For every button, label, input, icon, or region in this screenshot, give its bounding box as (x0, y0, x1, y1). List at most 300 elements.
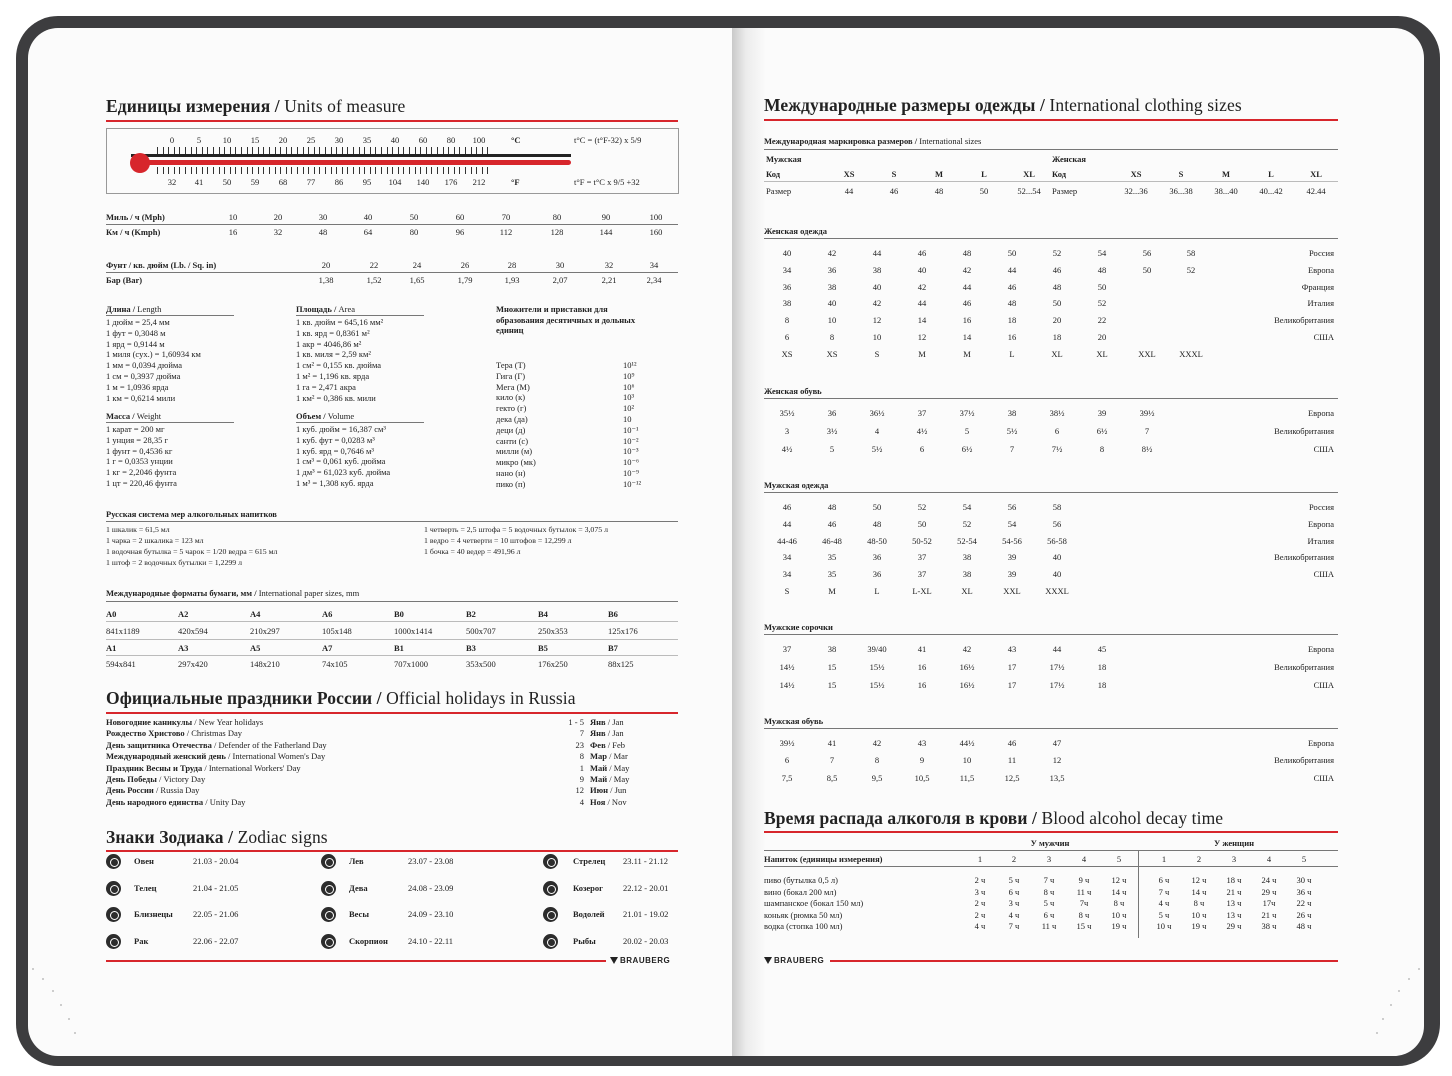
size-value: 15 (827, 661, 837, 672)
size-value: XXXL (1179, 348, 1203, 359)
fahrenheit-tick-label: 95 (362, 177, 372, 187)
paper-format-size: 148x210 (250, 659, 280, 669)
thermometer-tick (280, 167, 281, 174)
thermometer-tick (331, 167, 332, 174)
thermometer-tick (297, 167, 298, 174)
thermometer-mercury (131, 160, 571, 165)
size-value: 11,5 (959, 772, 975, 783)
thermometer-tick (319, 167, 320, 174)
size-value: 14½ (779, 661, 795, 672)
decay-time-women: 21 ч (1226, 886, 1242, 897)
thermometer-tick (448, 147, 449, 154)
size-value: L-XL (912, 586, 932, 596)
thermometer-tick (392, 147, 393, 154)
holiday-month (590, 751, 628, 761)
clothing-section-rule (764, 398, 1338, 399)
size-value: 11 (1007, 755, 1017, 766)
thermometer-tick (230, 167, 231, 174)
paper-format-name: A7 (322, 643, 333, 653)
bar-value: 1,79 (457, 275, 473, 285)
size-value: 9 (919, 755, 925, 766)
psi-value: 26 (460, 260, 470, 270)
thermometer-tick (375, 167, 376, 174)
size-value: 34 (782, 552, 792, 563)
size-value: 17 (1007, 679, 1017, 690)
size-value: XXL (1138, 348, 1156, 359)
alcohol-measures-rule (106, 521, 678, 522)
area-list (296, 317, 383, 403)
zodiac-icon (321, 881, 336, 896)
zodiac-sign-dates: 21.03 - 20.04 (193, 856, 239, 866)
drink-name: пиво (бутылка 0,5 л) (764, 875, 838, 885)
clothing-section-rule (764, 728, 1338, 729)
size-value: 8 (784, 315, 790, 326)
celsius-tick-label: 30 (334, 135, 344, 145)
thermometer-tick (174, 167, 175, 174)
size-value: 46 (1007, 281, 1017, 292)
women-size: 40...42 (1259, 186, 1283, 196)
country-label: Европа (1307, 264, 1334, 275)
prefix-name: Гига (Г) (496, 370, 526, 381)
size-value: 16 (917, 661, 927, 672)
thermometer-tick (269, 147, 270, 154)
thermometer-tick (465, 167, 466, 174)
paper-format-name: A6 (322, 609, 333, 619)
left-page (28, 28, 732, 1056)
size-value: 7½ (1051, 443, 1063, 454)
decay-time-women: 17ч (1262, 898, 1276, 909)
holiday-month (590, 797, 627, 807)
thermometer-tick (308, 167, 309, 174)
men-size: 44 (844, 186, 854, 196)
size-value: 54-56 (1002, 535, 1022, 546)
size-value: 7,5 (781, 772, 793, 783)
drink-name: шампанское (бокал 150 мл) (764, 898, 864, 909)
size-value: 39½ (779, 738, 795, 748)
kmph-value: 16 (228, 227, 238, 237)
unit-line: 1 шкалик = 61,5 мл (106, 525, 170, 534)
holiday-day: 23 (575, 739, 584, 750)
size-value: 56 (1052, 518, 1062, 529)
women-size: 32...36 (1124, 186, 1148, 196)
country-label: Россия (1309, 248, 1334, 258)
celsius-tick-label: 0 (169, 135, 175, 145)
size-value: 36 (782, 281, 792, 292)
thermometer-tick (347, 167, 348, 174)
thermometer-tick (252, 167, 253, 174)
size-value: 44 (872, 248, 882, 258)
stitch-dot (32, 968, 34, 970)
thermometer-tick (487, 147, 488, 154)
clothing-section-title: Мужские сорочки (764, 622, 833, 632)
thermometer-tick (331, 147, 332, 154)
country-label: Великобритания (1274, 425, 1334, 436)
decay-time-women: 8 ч (1193, 898, 1205, 909)
mass-rule (106, 422, 234, 423)
thermometer-tick (213, 147, 214, 154)
thermometer-tick (157, 147, 158, 154)
thermometer-tick (353, 167, 354, 174)
country-label: Великобритания (1274, 755, 1334, 766)
decay-time-women: 22 ч (1296, 898, 1312, 909)
brand-logo-left: BRAUBERG (610, 956, 670, 965)
kmph-value: 144 (599, 227, 613, 237)
stitch-dot (1382, 1018, 1384, 1020)
paper-format-name: A4 (250, 609, 261, 619)
size-value: 48 (962, 248, 972, 258)
bar-value: 2,07 (552, 275, 568, 285)
holiday-month (590, 717, 624, 727)
thermometer-tick (291, 167, 292, 174)
size-value: 43 (1007, 644, 1017, 654)
thermometer-tick (459, 167, 460, 174)
decay-time-women: 48 ч (1296, 921, 1312, 932)
length-rule (106, 315, 234, 316)
size-value: L (874, 586, 880, 596)
fahrenheit-tick-label: 41 (194, 177, 204, 187)
thermometer-tick (476, 167, 477, 174)
size-value: 36 (827, 264, 837, 275)
holiday-name (106, 797, 245, 807)
holiday-month-en: / Mar (607, 751, 628, 762)
clothing-section-title: Женская одежда (764, 226, 827, 236)
thermometer-tick (459, 147, 460, 154)
prefix-value: 10 (623, 414, 632, 424)
holiday-name-ru: Новогодние каникулы (106, 717, 193, 727)
holiday-name-ru: День народного единства (106, 796, 204, 807)
thermometer-tick (409, 167, 410, 174)
men-code: S (891, 169, 897, 179)
men-label: Мужская (766, 154, 802, 164)
stitch-dot (1418, 968, 1420, 970)
decay-column-header: 1 (1161, 854, 1167, 864)
prefix-name: нано (н) (496, 468, 526, 478)
size-value: 38 (827, 644, 837, 654)
women-size: 42.44 (1306, 186, 1326, 196)
country-label: Великобритания (1274, 315, 1334, 326)
kmph-value: 64 (363, 227, 373, 237)
clothing-title: Международные размеры одежды / International clothing sizes (764, 95, 1242, 115)
prefix-name: Мега (М) (496, 381, 530, 392)
zodiac-icon (543, 934, 558, 949)
paper-format-name: B7 (608, 643, 618, 653)
size-label: Размер (766, 186, 792, 196)
unit-line: 1 дм³ = 61,023 куб. дюйма (296, 467, 391, 478)
size-value: 34 (782, 264, 792, 275)
women-code: L (1268, 169, 1274, 179)
size-value: 13,5 (1049, 772, 1065, 783)
size-value: 37 (917, 552, 927, 563)
prefix-value: 10⁻³ (623, 446, 639, 457)
holiday-name-en: / Victory Day (156, 774, 206, 784)
size-value: 50-52 (912, 535, 932, 546)
code-label: Код (1052, 169, 1067, 179)
units-rule (106, 120, 678, 122)
thermometer-tick (314, 167, 315, 174)
alcohol-decay-rule (764, 831, 1338, 833)
volume-rule (296, 422, 424, 423)
decay-time-men: 6 ч (1043, 909, 1055, 920)
thermometer-tick (247, 167, 248, 174)
size-value: 8 (1099, 443, 1105, 454)
size-value: 14½ (779, 679, 795, 690)
size-value: 7 (1009, 443, 1015, 454)
decay-column-header: 1 (977, 854, 983, 864)
holiday-name-ru: День защитника Отечества (106, 739, 212, 750)
women-code: XS (1130, 169, 1142, 179)
thermometer-tick (415, 167, 416, 174)
thermometer-tick (263, 167, 264, 174)
zodiac-sign-dates: 20.02 - 20.03 (623, 935, 669, 946)
decay-time-men: 7 ч (1008, 921, 1020, 932)
size-value: 15½ (869, 661, 885, 672)
size-value: 40 (1052, 552, 1062, 563)
holiday-name-ru: Праздник Весны и Труда (106, 762, 203, 773)
stitch-dot (1398, 990, 1400, 992)
zodiac-sign-dates: 22.05 - 21.06 (193, 909, 239, 919)
area-rule (296, 315, 424, 316)
size-value: 16 (1007, 332, 1017, 342)
drink-name: водка (стопка 100 мл) (764, 921, 843, 932)
mph-value: 80 (552, 212, 562, 222)
holiday-day: 1 - 5 (568, 717, 584, 727)
size-value: 41 (917, 644, 927, 654)
thermometer-tick (471, 147, 472, 154)
holiday-name-en: / Christmas Day (184, 728, 243, 739)
size-value: 12 (917, 332, 927, 342)
kmph-value: 112 (499, 227, 513, 237)
unit-line: 1 кв. дюйм = 645,16 мм² (296, 317, 384, 327)
thermometer-tick (224, 167, 225, 174)
holiday-month-ru: Янв (590, 717, 606, 727)
thermometer-tick (191, 147, 192, 154)
thermometer-tick (398, 167, 399, 174)
size-value: 54 (1097, 248, 1107, 258)
paper-row-divider (106, 655, 678, 656)
size-value: 22 (1097, 315, 1107, 326)
size-value: 6 (1054, 425, 1060, 436)
size-value: 9,5 (871, 772, 883, 783)
size-value: 52 (917, 502, 927, 512)
fahrenheit-tick-label: 32 (167, 177, 177, 187)
mph-value: 20 (273, 212, 283, 222)
size-value: 44 (782, 518, 792, 529)
thermometer-tick (443, 147, 444, 154)
holiday-month (590, 785, 626, 795)
zodiac-icon (543, 854, 558, 869)
thermometer-tick (381, 147, 382, 154)
paper-row-divider (106, 639, 678, 640)
paper-format-name: A5 (250, 643, 261, 653)
thermometer-tick (191, 167, 192, 174)
thermometer-tick (325, 147, 326, 154)
zodiac-icon (321, 934, 336, 949)
paper-format-name: A3 (178, 643, 189, 653)
zodiac-sign-name: Телец (134, 882, 157, 893)
celsius-tick-label: 80 (446, 135, 456, 145)
size-value: 17½ (1049, 679, 1065, 690)
zodiac-sign-name: Водолей (573, 909, 605, 919)
thermometer-tick (157, 167, 158, 174)
holiday-month-en: / Jan (605, 717, 624, 727)
paper-format-name: B4 (538, 609, 548, 619)
kmph-value: 96 (455, 227, 465, 237)
mass-list (106, 424, 177, 489)
holiday-name-en: / Unity Day (203, 796, 246, 807)
size-value: 37 (917, 408, 927, 418)
size-value: 36 (872, 552, 882, 563)
thermometer-tick (258, 147, 259, 154)
thermometer-tick (342, 167, 343, 174)
thermometer-tick (275, 167, 276, 174)
bar-value: 2,34 (646, 275, 662, 285)
decay-time-men: 8 ч (1078, 909, 1090, 920)
clothing-section-rule (764, 492, 1338, 493)
zodiac-sign-name: Близнецы (134, 909, 173, 919)
thermometer-tick (202, 167, 203, 174)
fahrenheit-tick-label: 77 (306, 177, 316, 187)
size-value: 50 (1052, 298, 1062, 309)
thermometer-tick (437, 147, 438, 154)
pressure-divider (106, 272, 678, 273)
decay-time-women: 13 ч (1226, 898, 1242, 909)
size-value: 42 (827, 248, 837, 258)
paper-format-size: 594x841 (106, 659, 136, 669)
unit-line: 1 фунт = 0,4536 кг (106, 445, 173, 456)
thermometer-tick (230, 147, 231, 154)
psi-value: 32 (604, 260, 614, 270)
thermometer-tick (174, 147, 175, 154)
zodiac-sign-name: Весы (349, 909, 369, 919)
prefix-value: 10⁹ (623, 370, 635, 381)
thermometer-tick (454, 167, 455, 174)
decay-column-header: 2 (1196, 854, 1202, 864)
thermometer-tick (303, 167, 304, 174)
zodiac-sign-name: Лев (349, 856, 364, 866)
size-value: 54 (962, 502, 972, 512)
decay-time-women: 29 ч (1261, 886, 1277, 897)
size-value: 48 (872, 518, 882, 529)
holiday-month (590, 774, 629, 784)
thermometer-tick (314, 147, 315, 154)
decay-time-women: 21 ч (1261, 909, 1277, 920)
size-value: 16½ (959, 661, 975, 672)
unit-line: 1 км² = 0,386 кв. мили (296, 392, 376, 403)
decay-time-men: 3 ч (974, 886, 986, 897)
holiday-month-en: / Nov (605, 796, 627, 807)
decay-time-men: 2 ч (974, 875, 986, 885)
thermometer-tick (465, 147, 466, 154)
unit-line: 1 чарка = 2 шкалика = 123 мл (106, 536, 204, 545)
unit-line: 1 четверть = 2,5 штофа = 5 водочных бутылок = 3,075 л (424, 525, 608, 534)
holiday-month-ru: Янв (590, 728, 606, 739)
decay-time-men: 9 ч (1078, 875, 1090, 885)
mph-value: 70 (501, 212, 511, 222)
unit-line: 1 см = 0,3937 дюйма (106, 370, 181, 381)
thermometer-tick (336, 167, 337, 174)
size-value: 42 (917, 281, 927, 292)
stitch-dot (68, 1018, 70, 1020)
paper-format-size: 841x1189 (106, 626, 140, 636)
country-label: Европа (1307, 738, 1334, 748)
holiday-month (590, 763, 629, 773)
kmph-label: Км / ч (Kmph) (106, 227, 161, 237)
unit-line: 1 см³ = 0,061 куб. дюйма (296, 456, 386, 467)
size-value: 46 (917, 248, 927, 258)
holiday-month-ru: Май (590, 774, 608, 784)
size-value: 14 (962, 332, 972, 342)
size-value: 16½ (959, 679, 975, 690)
decay-time-men: 10 ч (1111, 909, 1127, 920)
zodiac-sign-dates: 23.07 - 23.08 (408, 856, 454, 866)
size-value: 46-48 (822, 535, 842, 546)
holiday-name-en: / Russia Day (153, 785, 200, 796)
size-value: L (1009, 348, 1015, 359)
brand-logo-right: BRAUBERG (764, 956, 824, 965)
size-value: 16 (917, 679, 927, 690)
brand-mark-icon (764, 957, 772, 964)
thermometer-tick (387, 147, 388, 154)
country-label: Европа (1307, 518, 1334, 529)
holiday-month-ru: Фев (590, 739, 606, 750)
unit-line: 1 кв. миля = 2,59 км² (296, 349, 371, 360)
zodiac-sign-dates: 23.11 - 21.12 (623, 856, 669, 866)
fahrenheit-tick-label: 86 (334, 177, 344, 187)
mph-value: 60 (455, 212, 465, 222)
celsius-tick-label: 15 (250, 135, 260, 145)
size-value: XL (1096, 348, 1108, 359)
thermometer-tick (163, 147, 164, 154)
size-value: 3 (784, 425, 790, 436)
size-value: 4 (874, 425, 880, 436)
size-value: 10 (872, 332, 882, 342)
size-value: 38 (872, 264, 882, 275)
holiday-name-en: / Defender of the Fatherland Day (211, 739, 327, 750)
country-label: Италия (1307, 298, 1334, 309)
thermometer-tick (247, 147, 248, 154)
celsius-tick-label: 60 (418, 135, 428, 145)
celsius-tick-label: 5 (196, 135, 202, 145)
paper-format-name: B0 (394, 609, 404, 619)
size-value: 46 (1052, 264, 1062, 275)
size-value: 35 (827, 569, 837, 580)
size-value: 20 (1097, 332, 1107, 342)
holiday-month-ru: Ноя (590, 796, 606, 807)
alcohol-measures-title: Русская система мер алкогольных напитков (106, 509, 277, 519)
decay-time-men: 12 ч (1111, 875, 1127, 885)
paper-format-size: 500x707 (466, 626, 496, 636)
unit-line: 1 миля (сух.) = 1,60934 км (106, 349, 201, 360)
size-value: 50 (1007, 248, 1017, 258)
thermometer-tick (241, 167, 242, 174)
size-value: 56 (1142, 248, 1152, 258)
unit-line: 1 фут = 0,3048 м (106, 327, 166, 338)
zodiac-sign-dates: 24.09 - 23.10 (408, 909, 454, 919)
zodiac-rule (106, 850, 678, 852)
bar-value: 1,52 (366, 275, 382, 285)
thermometer-tick (403, 167, 404, 174)
thermometer-tick (325, 167, 326, 174)
unit-line: 1 водочная бутылка = 5 чарок = 1/20 ведра = 615 мл (106, 547, 278, 556)
size-value: 46 (827, 518, 837, 529)
size-value: 50 (917, 518, 927, 529)
thermometer-tick (224, 147, 225, 154)
size-value: 44 (962, 281, 972, 292)
decay-column-header: 5 (1301, 854, 1307, 864)
decay-time-women: 10 ч (1191, 909, 1207, 920)
zodiac-sign-dates: 22.06 - 22.07 (193, 935, 239, 946)
thermometer-tick (286, 167, 287, 174)
